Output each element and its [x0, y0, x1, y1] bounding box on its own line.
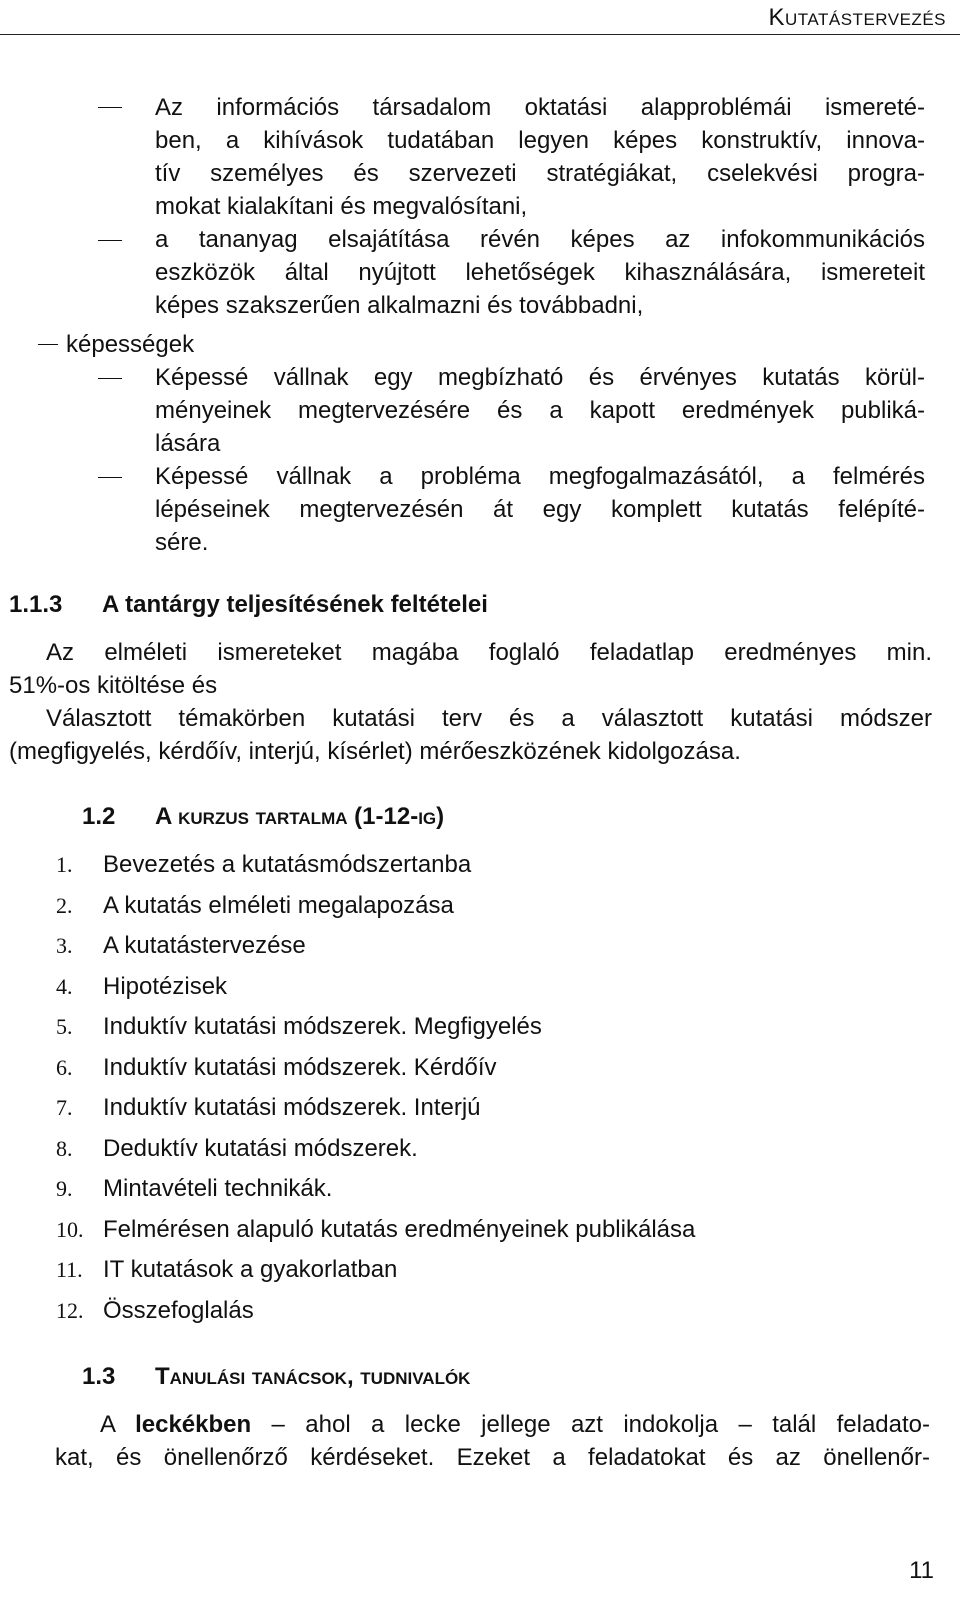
- course-item-number: 11.: [56, 1257, 83, 1282]
- bullet-a2-line2: eszközök által nyújtott lehetőségek kihasználására, ismereteit: [155, 259, 925, 286]
- para-text: A: [100, 1411, 136, 1438]
- para-bold-text: leckékben: [135, 1411, 252, 1438]
- course-item-number: 4.: [56, 974, 73, 999]
- course-item-text: Induktív kutatási módszerek. Megfigyelés: [103, 1013, 542, 1040]
- para-text: – ahol a lecke jellege azt indokolja – talál feladato-: [251, 1411, 931, 1438]
- kepessegek-label: képességek: [66, 331, 195, 358]
- dash-bullet: [98, 107, 122, 108]
- course-item-number: 6.: [56, 1055, 73, 1080]
- course-item-number: 3.: [56, 933, 73, 958]
- bullet-b2-line1: Képessé vállnak a probléma megfogalmazásától, a felmérés: [155, 463, 925, 490]
- course-item-number: 8.: [56, 1136, 73, 1161]
- bullet-a1-line2: ben, a kihívások tudatában legyen képes konstruktív, innova-: [155, 127, 925, 154]
- page-number: 11: [909, 1557, 934, 1584]
- section-12-title: A kurzus tartalma (1-12-ig): [155, 803, 445, 830]
- section-113-title: A tantárgy teljesítésének feltételei: [102, 591, 488, 618]
- course-item-text: Induktív kutatási módszerek. Interjú: [103, 1094, 481, 1121]
- section-12-number: 1.2: [82, 803, 116, 830]
- dash-bullet: [98, 477, 122, 478]
- course-item-number: 12.: [56, 1298, 84, 1323]
- section-113-para-line4: (megfigyelés, kérdőív, interjú, kísérlet) mérőeszközének kidolgozása.: [9, 738, 741, 765]
- course-item-text: Felmérésen alapuló kutatás eredményeinek publikálása: [103, 1216, 696, 1243]
- bullet-a2-line3: képes szakszerűen alkalmazni és továbbadni,: [155, 292, 644, 319]
- bullet-a1-line3: tív személyes és szervezeti stratégiákat, cselekvési progra-: [155, 160, 925, 187]
- course-item-text: Mintavételi technikák.: [103, 1175, 333, 1202]
- course-item-text: Összefoglalás: [103, 1297, 254, 1324]
- dash-bullet: [38, 344, 58, 345]
- course-item-number: 7.: [56, 1095, 73, 1120]
- course-item-text: Deduktív kutatási módszerek.: [103, 1135, 418, 1162]
- dash-bullet: [98, 378, 122, 379]
- course-item-number: 9.: [56, 1176, 73, 1201]
- section-13-para-line2: kat, és önellenőrző kérdéseket. Ezeket a feladatokat és az önellenőr-: [55, 1444, 930, 1471]
- course-item-text: A kutatás elméleti megalapozása: [103, 892, 454, 919]
- bullet-a2-line1: a tananyag elsajátítása révén képes az infokommunikációs: [155, 226, 925, 253]
- course-item-number: 10.: [56, 1217, 84, 1242]
- section-113-para-line1: Az elméleti ismereteket magába foglaló feladatlap eredményes min.: [46, 639, 932, 666]
- bullet-b1-line1: Képessé vállnak egy megbízható és érvényes kutatás körül-: [155, 364, 925, 391]
- course-item-number: 2.: [56, 893, 73, 918]
- bullet-a1-line4: mokat kialakítani és megvalósítani,: [155, 193, 528, 220]
- bullet-b1-line3: lására: [155, 430, 221, 457]
- bullet-b1-line2: ményeinek megtervezésére és a kapott eredmények publiká-: [155, 397, 925, 424]
- course-item-text: A kutatástervezése: [103, 932, 306, 959]
- section-113-para-line3: Választott témakörben kutatási terv és a választott kutatási módszer: [46, 705, 932, 732]
- course-item-text: Bevezetés a kutatásmódszertanba: [103, 851, 472, 878]
- section-113-number: 1.1.3: [9, 591, 63, 618]
- running-header: [0, 0, 960, 35]
- bullet-b2-line3: sére.: [155, 529, 209, 556]
- section-13-number: 1.3: [82, 1363, 116, 1390]
- header-title: Kutatástervezés: [768, 4, 946, 31]
- course-item-text: Hipotézisek: [103, 973, 228, 1000]
- dash-bullet: [98, 240, 122, 241]
- bullet-a1-line1: Az információs társadalom oktatási alapproblémái ismereté-: [155, 94, 925, 121]
- section-13-para-line1: [100, 1408, 930, 1441]
- course-item-text: IT kutatások a gyakorlatban: [103, 1256, 398, 1283]
- bullet-b2-line2: lépéseinek megtervezésén át egy komplett kutatás felépíté-: [155, 496, 925, 523]
- section-113-para-line2: 51%-os kitöltése és: [9, 672, 218, 699]
- section-13-title: Tanulási tanácsok, tudnivalók: [155, 1363, 471, 1390]
- course-item-text: Induktív kutatási módszerek. Kérdőív: [103, 1054, 497, 1081]
- course-item-number: 1.: [56, 852, 73, 877]
- course-item-number: 5.: [56, 1014, 73, 1039]
